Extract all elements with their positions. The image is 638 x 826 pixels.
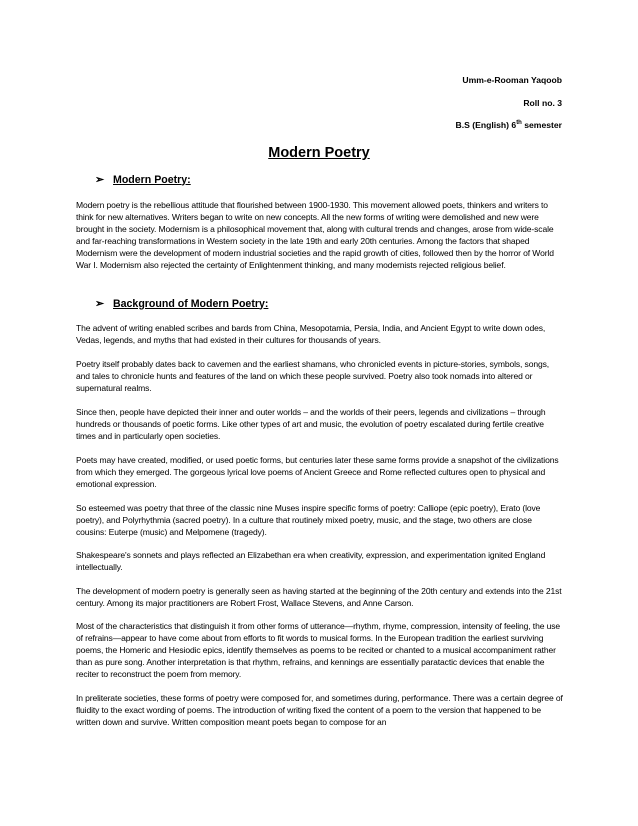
arrow-bullet-icon: ➢ <box>95 298 105 310</box>
section-heading-text: Modern Poetry: <box>113 173 191 186</box>
paragraph: Since then, people have depicted their inner and outer worlds – and the worlds of their peers, legends and civilizations – through hundreds or thousands of poetic forms. Like other types of art and music, the evolution of poetry escalated during fertile creative times and in particularly open societies. <box>76 407 546 442</box>
roll-number: Roll no. 3 <box>523 98 562 108</box>
section-heading-modern-poetry <box>95 173 191 186</box>
paragraph: Poets may have created, modified, or used poetic forms, but centuries later these same forms provide a snapshot of the civilizations from which they emerged. The gorgeous lyrical love poems of Ancient Greece and Rome reflected cultures open to physical and emotional expression. <box>76 455 559 490</box>
paragraph: The development of modern poetry is generally seen as having started at the beginning of the 20th century and extends into the 21st century. Among its major practitioners are Robert Frost, Wallace Stevens, and Anne Carson. <box>76 586 562 609</box>
paragraph: Modern poetry is the rebellious attitude that flourished between 1900-1930. This movement allowed poets, thinkers and writers to think for new alternatives. Writers began to write on new concepts. All the new forms of writing were demolished and new were brought in the society. Modernism is a philosophical movement that, along with cultural trends and changes, arose from wide-scale and far-reaching transformations in Western society in the late 19th and early 20th centuries. Among the factors that shaped Modernism were the development of modern industrial societies and the rapid growth of cities, followed then by the horror of World War I. Modernism also rejected the certainty of Enlightenment thinking, and many modernists rejected religious belief. <box>76 200 554 271</box>
course-sup: th <box>516 120 522 127</box>
course-semester <box>456 120 562 130</box>
course-suffix: semester <box>521 120 562 130</box>
paragraph: In preliterate societies, these forms of poetry were composed for, and sometimes during, performance. There was a certain degree of fluidity to the exact wording of poems. The introduction of writing fixed the content of a poem to the version that happened to be written down and survive. Written composition meant poets began to compose for an <box>76 693 563 728</box>
course-prefix: B.S (English) 6 <box>455 120 517 130</box>
paragraph: The advent of writing enabled scribes and bards from China, Mesopotamia, Persia, India, and Ancient Egypt to write down odes, Vedas, legends, and myths that had existed in their cultures for thousands of years. <box>76 323 546 346</box>
paragraph: So esteemed was poetry that three of the classic nine Muses inspire specific forms of poetry: Calliope (epic poetry), Erato (love poetry), and Polyrhythmia (sacred poetry). In a culture that routinely mixed poetry, music, and the stage, two others are close cousins: Euterpe (music) and Melpomene (tragedy). <box>76 503 541 538</box>
paragraph: Poetry itself probably dates back to cavemen and the earliest shamans, who chronicled events in picture-stories, symbols, songs, and tales to chronicle hunts and features of the land on which these people survived. Poetry also took nomads into altered or supernatural realms. <box>76 359 550 394</box>
arrow-bullet-icon: ➢ <box>95 174 105 186</box>
document-title: Modern Poetry <box>268 145 370 161</box>
paragraph: Shakespeare's sonnets and plays reflected an Elizabethan era when creativity, expression, and experimentation ignited England intellectually. <box>76 550 546 573</box>
section-heading-text: Background of Modern Poetry: <box>113 297 269 310</box>
author-name: Umm-e-Rooman Yaqoob <box>462 75 562 85</box>
section-heading-background <box>95 297 268 310</box>
paragraph: Most of the characteristics that distinguish it from other forms of utterance—rhythm, rhyme, compression, intensity of feeling, the use of refrains—appear to have come about from efforts to fit words to musical forms. In the European tradition the earliest surviving poems, the Homeric and Hesiodic epics, identify themselves as poems to be recited or chanted to a musical accompaniment rather than as pure song. Another interpretation is that rhythm, refrains, and kennings are essentially paratactic devices that enable the reciter to reconstruct the poem from memory. <box>76 621 561 680</box>
